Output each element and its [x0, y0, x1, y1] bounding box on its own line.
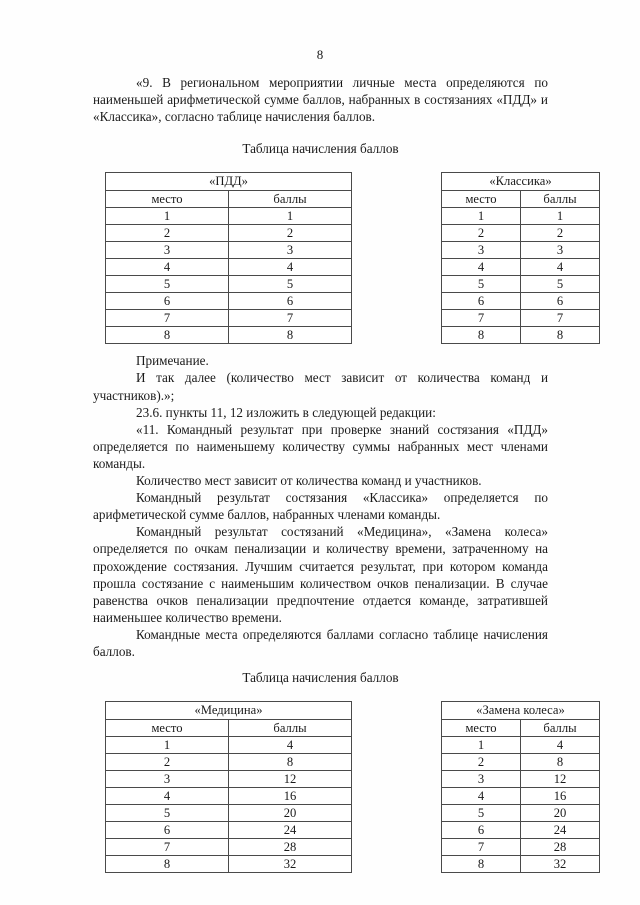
paragraph-places-count: Количество мест зависит от количества команд и участников. — [136, 473, 482, 489]
cell-place: 5 — [106, 805, 229, 822]
cell-place: 5 — [442, 805, 521, 822]
spacer — [93, 125, 548, 140]
table-row — [106, 822, 352, 839]
cell-points: 12 — [521, 771, 600, 788]
cell-points: 16 — [229, 788, 352, 805]
cell-place: 2 — [106, 754, 229, 771]
table-row — [106, 259, 352, 276]
cell-points: 12 — [229, 771, 352, 788]
cell-points: 3 — [521, 242, 600, 259]
table-row — [106, 754, 352, 771]
cell-place: 7 — [442, 310, 521, 327]
cell-place: 5 — [106, 276, 229, 293]
table-title-row — [106, 173, 352, 191]
cell-points: 28 — [521, 839, 600, 856]
cell-points: 2 — [521, 225, 600, 242]
paragraph-23-6: 23.6. пункты 11, 12 изложить в следующей редакции: — [136, 404, 436, 420]
column-header-points: баллы — [229, 720, 352, 737]
cell-points: 16 — [521, 788, 600, 805]
cell-place: 8 — [106, 327, 229, 344]
cell-points: 3 — [229, 242, 352, 259]
cell-points: 5 — [521, 276, 600, 293]
page-number: 8 — [316, 47, 324, 62]
table-row — [442, 293, 600, 310]
paragraph-11: «11. Командный результат при проверке знаний состязания «ПДД» определяется по наименьшему количеству суммы набранных мест членами команды. — [93, 421, 548, 471]
table-medicina — [105, 701, 352, 873]
cell-place: 8 — [442, 856, 521, 873]
cell-place: 8 — [442, 327, 521, 344]
column-header-place: место — [106, 191, 229, 208]
cell-points: 24 — [521, 822, 600, 839]
document-body — [93, 74, 577, 872]
table-title-row — [442, 173, 600, 191]
table-title: «Медицина» — [106, 702, 352, 720]
cell-points: 7 — [229, 310, 352, 327]
table-pdd — [105, 172, 352, 344]
cell-place: 6 — [442, 822, 521, 839]
paragraph-team-places: Командные места определяются баллами согласно таблице начисления баллов. — [93, 626, 548, 659]
cell-place: 3 — [442, 771, 521, 788]
table-row — [442, 327, 600, 344]
table-row — [442, 839, 600, 856]
table-row — [106, 276, 352, 293]
spacer — [93, 157, 548, 172]
table-row — [106, 737, 352, 754]
cell-place: 3 — [442, 242, 521, 259]
table-row — [442, 225, 600, 242]
column-header-place: место — [442, 720, 521, 737]
table-header-row — [106, 191, 352, 208]
cell-points: 4 — [229, 259, 352, 276]
cell-points: 4 — [229, 737, 352, 754]
cell-place: 3 — [106, 771, 229, 788]
table-row — [106, 839, 352, 856]
cell-place: 2 — [442, 754, 521, 771]
table-title: «ПДД» — [106, 173, 352, 191]
table-row — [442, 208, 600, 225]
column-header-points: баллы — [521, 720, 600, 737]
cell-points: 6 — [229, 293, 352, 310]
cell-place: 7 — [442, 839, 521, 856]
cell-points: 8 — [521, 327, 600, 344]
table-row — [106, 208, 352, 225]
cell-points: 32 — [229, 856, 352, 873]
table-title-row — [106, 702, 352, 720]
table-row — [442, 822, 600, 839]
cell-points: 20 — [521, 805, 600, 822]
table-row — [106, 310, 352, 327]
cell-place: 6 — [442, 293, 521, 310]
cell-place: 4 — [106, 788, 229, 805]
table-row — [106, 242, 352, 259]
table-row — [106, 788, 352, 805]
cell-place: 3 — [106, 242, 229, 259]
cell-points: 20 — [229, 805, 352, 822]
cell-points: 4 — [521, 737, 600, 754]
table-caption-1: Таблица начисления баллов — [242, 141, 399, 157]
table-title-row — [442, 702, 600, 720]
cell-place: 1 — [442, 208, 521, 225]
table-row — [442, 805, 600, 822]
column-header-place: место — [442, 191, 521, 208]
table-row — [106, 225, 352, 242]
table-row — [106, 327, 352, 344]
table-row — [442, 856, 600, 873]
table-row — [106, 293, 352, 310]
column-header-place: место — [106, 720, 229, 737]
cell-place: 1 — [106, 208, 229, 225]
cell-place: 7 — [106, 839, 229, 856]
table-klassika — [441, 172, 600, 344]
table-row — [442, 754, 600, 771]
cell-place: 1 — [106, 737, 229, 754]
cell-points: 1 — [521, 208, 600, 225]
paragraph-klassika-result: Командный результат состязания «Классика» определяется по арифметической сумме баллов, набранных членами команды. — [93, 490, 548, 523]
cell-points: 5 — [229, 276, 352, 293]
paragraph-medicina-result: Командный результат состязаний «Медицина», «Замена колеса» определяется по очкам пенализации и количеству времени, затраченному на прохождение состязания. Лучшим считается результат, при котором команда прошла состязание с наименьшим количеством очков пенализации. В случае равенства очков пенализации предпочтение отдается команде, затратившей наименьшее количество времени. — [93, 524, 548, 625]
table-row — [442, 276, 600, 293]
table-row — [442, 310, 600, 327]
paragraph-note-body: И так далее (количество мест зависит от количества команд и участников).»; — [93, 370, 548, 403]
table-row — [442, 788, 600, 805]
cell-points: 7 — [521, 310, 600, 327]
cell-points: 28 — [229, 839, 352, 856]
paragraph-note-heading: Примечание. — [136, 353, 209, 369]
paragraph-9: «9. В региональном мероприятии личные места определяются по наименьшей арифметической сумме баллов, набранных в состязаниях «ПДД» и «Классика», согласно таблице начисления баллов. — [93, 75, 548, 125]
cell-points: 8 — [229, 327, 352, 344]
table-header-row — [442, 191, 600, 208]
table-row — [442, 771, 600, 788]
table-row — [442, 259, 600, 276]
cell-place: 2 — [106, 225, 229, 242]
column-header-points: баллы — [521, 191, 600, 208]
cell-place: 1 — [442, 737, 521, 754]
table-title: «Классика» — [442, 173, 600, 191]
table-row — [106, 771, 352, 788]
table-header-row — [106, 720, 352, 737]
cell-place: 4 — [442, 788, 521, 805]
cell-place: 5 — [442, 276, 521, 293]
column-header-points: баллы — [229, 191, 352, 208]
cell-place: 4 — [106, 259, 229, 276]
table-title: «Замена колеса» — [442, 702, 600, 720]
cell-place: 6 — [106, 293, 229, 310]
cell-points: 6 — [521, 293, 600, 310]
cell-place: 2 — [442, 225, 521, 242]
cell-points: 8 — [229, 754, 352, 771]
table-row — [106, 805, 352, 822]
spacer — [93, 660, 548, 669]
cell-place: 7 — [106, 310, 229, 327]
cell-points: 2 — [229, 225, 352, 242]
cell-place: 4 — [442, 259, 521, 276]
table-row — [442, 737, 600, 754]
cell-points: 4 — [521, 259, 600, 276]
cell-points: 8 — [521, 754, 600, 771]
table-zamena-kolesa — [441, 701, 600, 873]
cell-place: 6 — [106, 822, 229, 839]
table-header-row — [442, 720, 600, 737]
cell-points: 24 — [229, 822, 352, 839]
spacer — [93, 686, 548, 701]
table-row — [442, 242, 600, 259]
cell-place: 8 — [106, 856, 229, 873]
table-caption-2: Таблица начисления баллов — [242, 670, 399, 686]
cell-points: 1 — [229, 208, 352, 225]
table-row — [106, 856, 352, 873]
cell-points: 32 — [521, 856, 600, 873]
